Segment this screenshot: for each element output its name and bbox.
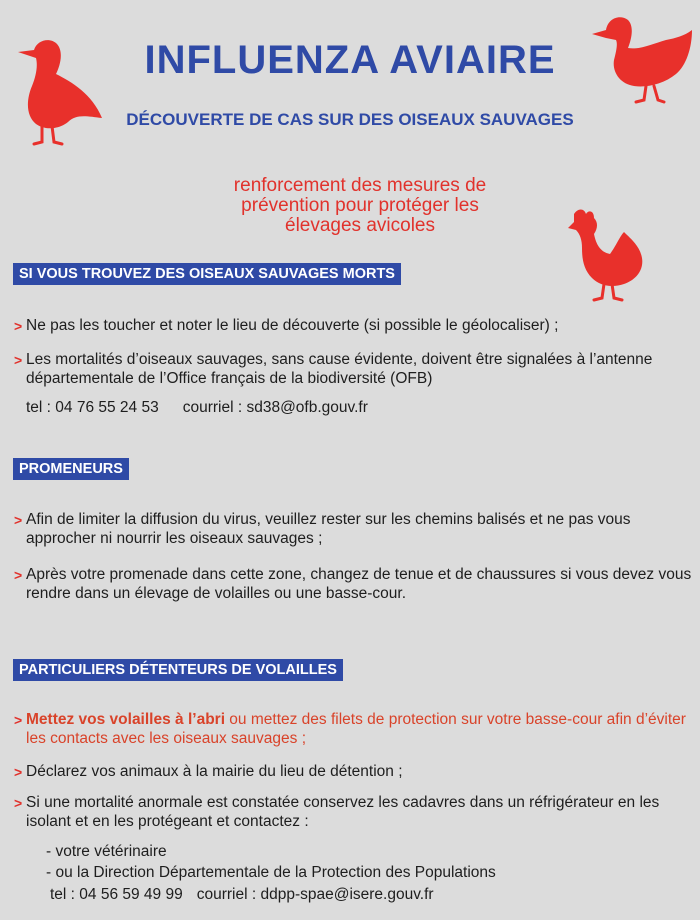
list-item-text: Afin de limiter la diffusion du virus, veuillez rester sur les chemins balisés et ne pas vous approcher ni nourrir les oiseaux sauvages ;: [26, 511, 631, 547]
list-item-text: Les mortalités d’oiseaux sauvages, sans cause évidente, doivent être signalées à l’antenne départementale de l’Office français de la biodiversité (OFB): [26, 351, 653, 387]
list-item-text: Déclarez vos animaux à la mairie du lieu de détention ;: [26, 763, 403, 780]
list-item-text: [26, 710, 700, 748]
email-address: courriel : sd38@ofb.gouv.fr: [182, 399, 368, 416]
list-item-text: Si une mortalité anormale est constatée conservez les cadavres dans un réfrigérateur en les isolant et en les protégeant et contactez :: [26, 794, 660, 830]
list-item: [14, 510, 700, 548]
emphasis-text: Mettez vos volailles à l’abri: [26, 711, 225, 728]
page-title: INFLUENZA AVIAIRE: [144, 38, 556, 82]
list-item: [14, 565, 700, 603]
alert-message: [150, 176, 570, 236]
arrow-bullet-icon: >: [14, 764, 23, 780]
section-heading-walkers: PROMENEURS: [13, 458, 129, 480]
arrow-bullet-icon: >: [14, 512, 23, 528]
list-item: [14, 710, 700, 748]
list-item-rest: ou mettez des filets de protection sur votre basse-cour afin d’éviter les contacts avec les oiseaux sauvages ;: [26, 711, 686, 747]
arrow-bullet-icon: >: [14, 352, 23, 368]
list-item: [14, 316, 700, 335]
arrow-bullet-icon: >: [14, 712, 23, 728]
arrow-bullet-icon: >: [14, 795, 23, 811]
list-item: [14, 793, 700, 831]
arrow-bullet-icon: >: [14, 318, 23, 334]
phone-number: tel : 04 56 59 49 99: [50, 886, 183, 903]
page-subtitle: DÉCOUVERTE DE CAS SUR DES OISEAUX SAUVAGES: [126, 110, 574, 129]
alert-line: prévention pour protéger les: [241, 195, 479, 216]
phone-number: tel : 04 76 55 24 53: [26, 399, 159, 416]
arrow-bullet-icon: >: [14, 567, 23, 583]
email-address: courriel : ddpp-spae@isere.gouv.fr: [196, 886, 434, 903]
contact-line: [26, 398, 368, 417]
list-item: [14, 350, 700, 388]
contact-option: - ou la Direction Départementale de la Protection des Populations: [46, 864, 496, 881]
list-item: [14, 762, 700, 781]
section-heading-dead-birds: SI VOUS TROUVEZ DES OISEAUX SAUVAGES MORTS: [13, 263, 401, 285]
alert-line: renforcement des mesures de: [233, 175, 487, 196]
section-heading-poultry-owners: PARTICULIERS DÉTENTEURS DE VOLAILLES: [13, 659, 343, 681]
list-item-text: Ne pas les toucher et noter le lieu de découverte (si possible le géolocaliser) ;: [26, 317, 559, 334]
contact-line: [50, 885, 434, 904]
contact-option: - votre vétérinaire: [46, 843, 167, 860]
hen-icon: [560, 206, 646, 304]
alert-line: élevages avicoles: [285, 215, 435, 236]
list-item-text: Après votre promenade dans cette zone, changez de tenue et de chaussures si vous devez vous rendre dans un élevage de volailles ou une basse-cour.: [26, 566, 692, 602]
